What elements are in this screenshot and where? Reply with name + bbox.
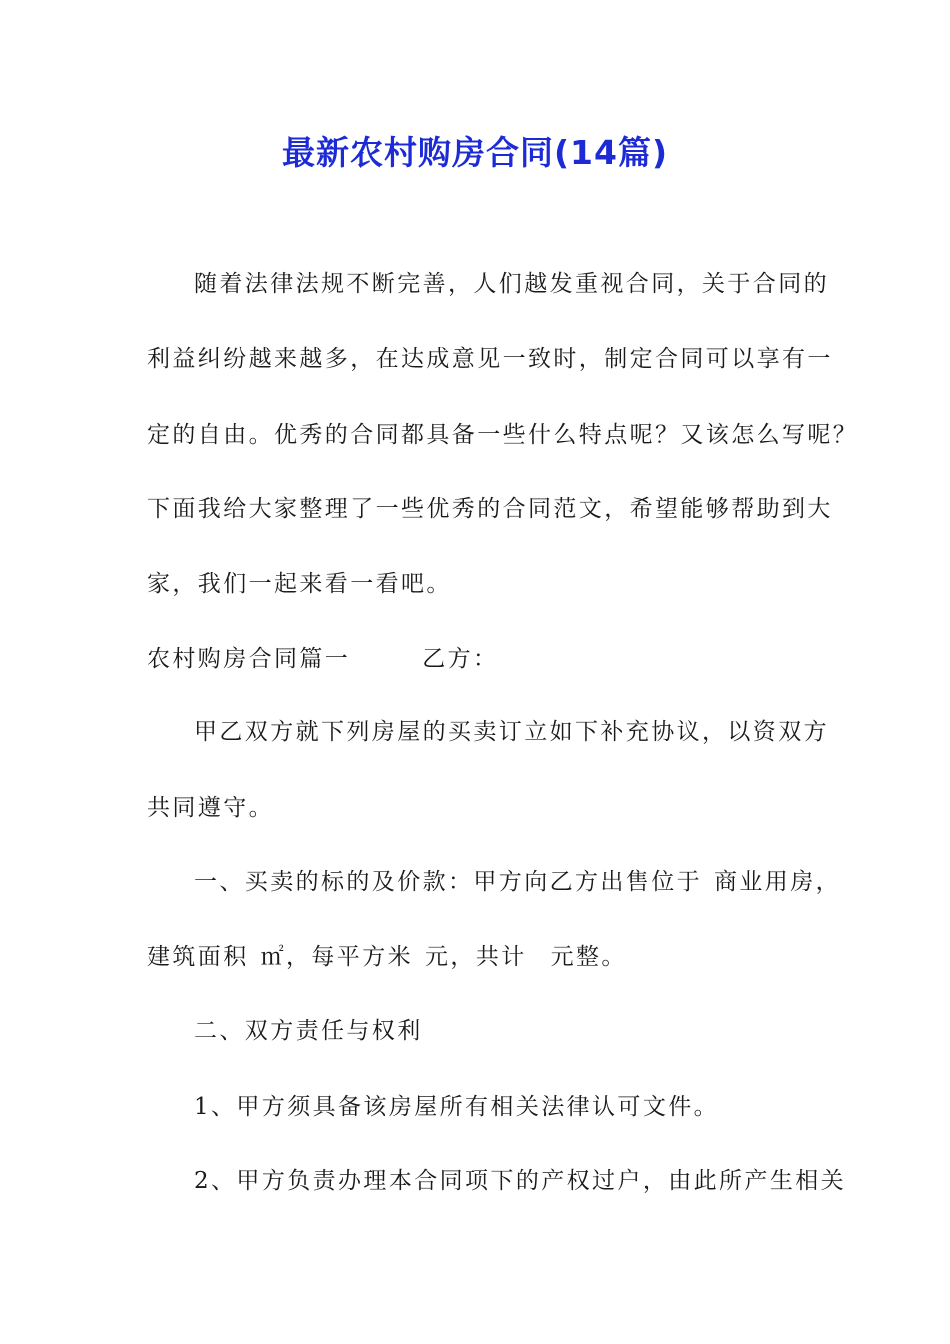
item-1: 1、甲方须具备该房屋所有相关法律认可文件。 [194, 1094, 720, 1120]
clause1-text-b: 商业用房， [714, 869, 841, 895]
intro-line-3: 定的自由。优秀的合同都具备一些什么特点呢？又该怎么写呢？ [147, 422, 859, 448]
intro-line-5: 家，我们一起来看一看吧。 [147, 571, 452, 597]
clause1-line-2 [147, 939, 627, 975]
intro-line-4: 下面我给大家整理了一些优秀的合同范文，希望能够帮助到大 [147, 496, 833, 522]
clause1-line-1 [194, 864, 841, 900]
clause2-heading: 二、双方责任与权利 [194, 1018, 423, 1044]
section-heading-line [147, 641, 498, 677]
clause1-text-a: 一、买卖的标的及价款：甲方向乙方出售位于 [194, 869, 702, 895]
document-title: 最新农村购房合同(14篇) [281, 133, 669, 172]
para1-line-1: 甲乙双方就下列房屋的买卖订立如下补充协议，以资双方 [194, 719, 829, 745]
para1-line-2: 共同遵守。 [147, 795, 274, 821]
section-heading: 农村购房合同篇一 [147, 646, 351, 672]
item-2: 2、甲方负责办理本合同项下的产权过户，由此所产生相关 [194, 1168, 847, 1194]
intro-line-1: 随着法律法规不断完善，人们越发重视合同，关于合同的 [194, 271, 829, 297]
total-label: 元，共计 [425, 944, 527, 970]
area-label: 建筑面积 [147, 944, 249, 970]
total-suffix: 元整。 [550, 944, 627, 970]
intro-line-2: 利益纠纷越来越多，在达成意见一致时，制定合同可以享有一 [147, 346, 833, 372]
unit-price-label: ㎡，每平方米 [260, 944, 414, 970]
party-b-label: 乙方： [422, 646, 499, 672]
